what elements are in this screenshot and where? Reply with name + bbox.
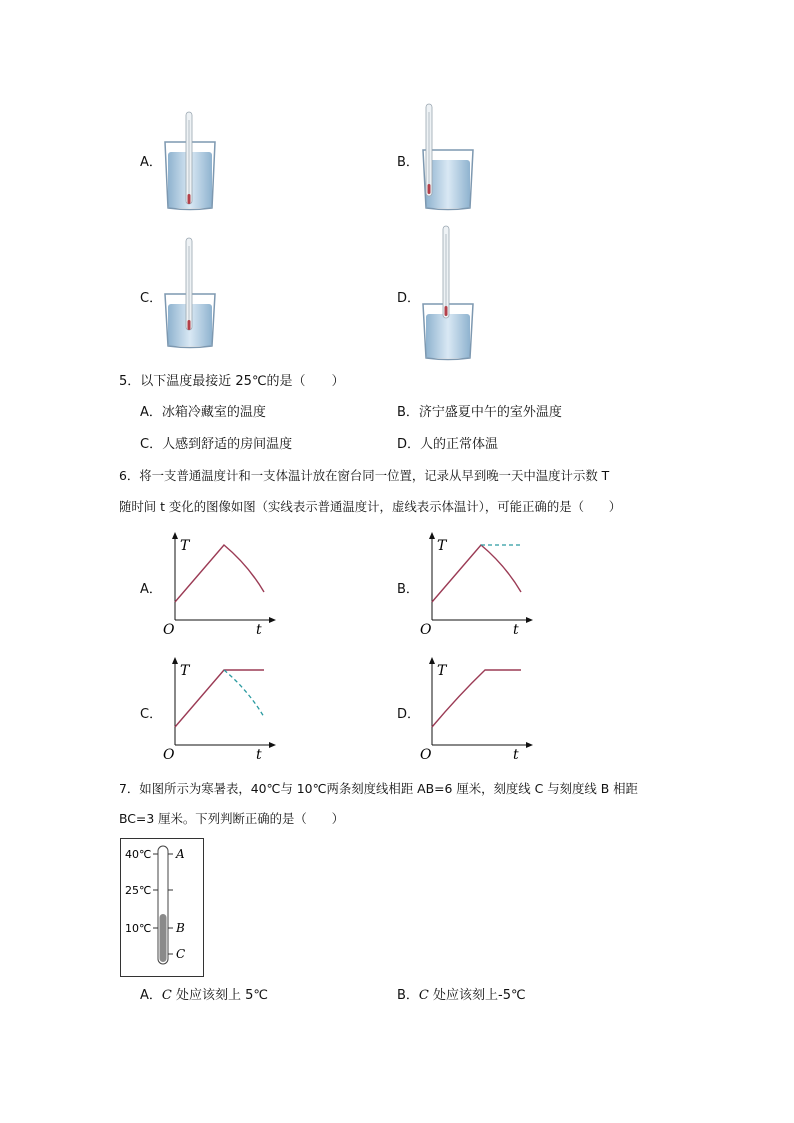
q6-d-axis-x: t bbox=[513, 747, 519, 763]
q6-b-axis-t: T bbox=[437, 538, 447, 554]
q4-beaker-a bbox=[162, 112, 218, 212]
q6-d-origin: O bbox=[420, 747, 432, 763]
q7-stem-line2: BC=3 厘米。下列判断正确的是（ ） bbox=[119, 811, 344, 826]
q7-label-b: B bbox=[176, 921, 185, 935]
q6-stem-line1: 6．将一支普通温度计和一支体温计放在窗台同一位置，记录从早到晚一天中温度计示数 T bbox=[119, 468, 610, 483]
q4-beaker-c bbox=[162, 238, 218, 350]
q6-b-origin: O bbox=[420, 622, 432, 638]
q6-graph-b bbox=[417, 530, 537, 640]
q4-option-a-label: A． bbox=[140, 155, 162, 170]
q5-option-c[interactable]: C．人感到舒适的房间温度 bbox=[140, 437, 293, 452]
q4-option-b-label: B． bbox=[397, 155, 419, 170]
q6-option-b-label: B． bbox=[397, 582, 419, 597]
q6-a-origin: O bbox=[163, 622, 175, 638]
q7-label-25: 25℃ bbox=[125, 884, 152, 897]
q5-stem: 5．以下温度最接近 25℃的是（ ） bbox=[119, 374, 345, 389]
q7-label-10: 10℃ bbox=[125, 922, 152, 935]
q6-option-d-label: D． bbox=[397, 707, 421, 722]
q6-c-axis-x: t bbox=[256, 747, 262, 763]
q7-label-c: C bbox=[176, 947, 186, 961]
q6-option-c-label: C． bbox=[140, 707, 163, 722]
q5-option-b[interactable]: B．济宁盛夏中午的室外温度 bbox=[397, 405, 562, 420]
q6-graph-d bbox=[417, 655, 537, 765]
q6-option-a-label: A． bbox=[140, 582, 162, 597]
q4-beaker-d bbox=[420, 226, 476, 362]
q6-b-axis-x: t bbox=[513, 622, 519, 638]
q7-stem-line1: 7．如图所示为寒暑表，40℃与 10℃两条刻度线相距 AB=6 厘米，刻度线 C 与刻度线 B 相距 bbox=[119, 781, 638, 796]
q7-option-b[interactable]: B．C 处应该刻上-5℃ bbox=[397, 988, 526, 1003]
q7-label-40: 40℃ bbox=[125, 848, 152, 861]
q7-label-a: A bbox=[176, 847, 185, 861]
q4-beaker-b bbox=[420, 104, 476, 212]
q6-a-axis-x: t bbox=[256, 622, 262, 638]
q6-stem-line2: 随时间 t 变化的图像如图（实线表示普通温度计，虚线表示体温计），可能正确的是（ ） bbox=[119, 499, 622, 514]
q7-thermometer-figure bbox=[120, 838, 204, 978]
q4-option-d-label: D． bbox=[397, 291, 421, 306]
q4-option-c-label: C． bbox=[140, 291, 163, 306]
q6-graph-a bbox=[160, 530, 280, 640]
q5-option-d[interactable]: D．人的正常体温 bbox=[397, 437, 499, 452]
q6-c-axis-t: T bbox=[180, 663, 190, 679]
q6-a-axis-t: T bbox=[180, 538, 190, 554]
q6-c-origin: O bbox=[163, 747, 175, 763]
q5-option-a[interactable]: A．冰箱冷藏室的温度 bbox=[140, 405, 266, 420]
q6-c-dashed-line bbox=[224, 670, 264, 717]
q7-option-a[interactable]: A．C 处应该刻上 5℃ bbox=[140, 988, 268, 1003]
q6-d-axis-t: T bbox=[437, 663, 447, 679]
q6-graph-c bbox=[160, 655, 280, 765]
